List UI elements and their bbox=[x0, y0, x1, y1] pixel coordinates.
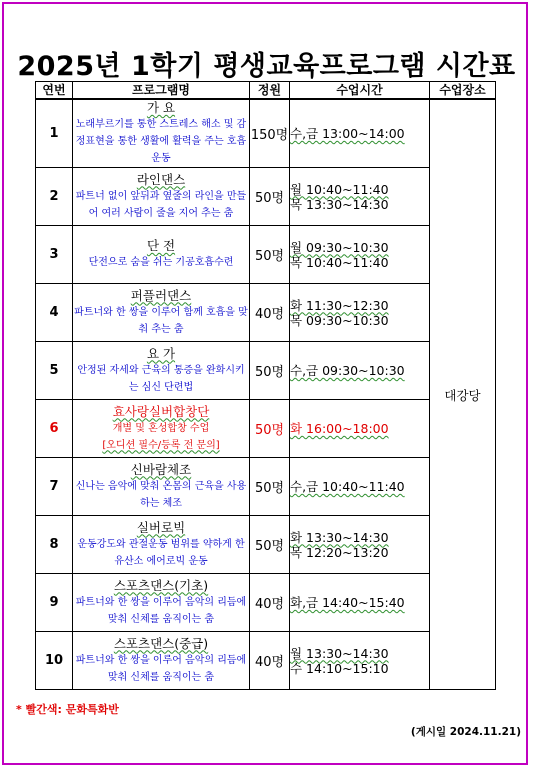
program-name: 가 요 bbox=[146, 100, 176, 115]
time-line-1: 월 13:30~14:30 bbox=[290, 645, 389, 661]
program-desc: 안정된 자세와 근육의 통증을 완화시키는 심신 단련법 bbox=[77, 364, 245, 393]
program-desc: 파트너 없이 앞뒤과 옆줄의 라인을 만들어 여러 사람이 줄을 지어 추는 춤 bbox=[75, 190, 247, 219]
program-desc: 개별 및 혼성합창 수업 bbox=[112, 422, 210, 434]
capacity-cell: 50명 bbox=[250, 168, 290, 226]
time-line-2: 목 10:40~11:40 bbox=[290, 254, 389, 270]
header-no: 연번 bbox=[36, 82, 73, 100]
row-number: 7 bbox=[36, 458, 73, 516]
table-row bbox=[36, 226, 496, 284]
row-number: 8 bbox=[36, 516, 73, 574]
time-cell bbox=[290, 284, 430, 342]
time-line-2: 목 09:30~10:30 bbox=[290, 312, 389, 328]
place-cell: 대강당 bbox=[430, 99, 496, 690]
program-desc: 운동강도와 관절운동 범위를 약하게 한 유산소 에어로빅 운동 bbox=[77, 538, 245, 567]
row-number: 3 bbox=[36, 226, 73, 284]
capacity-cell: 40명 bbox=[250, 632, 290, 690]
table-row bbox=[36, 342, 496, 400]
header-program: 프로그램명 bbox=[73, 82, 250, 100]
program-cell bbox=[73, 99, 250, 168]
table-row bbox=[36, 284, 496, 342]
program-desc: 단전으로 숨을 쉬는 기공호흡수련 bbox=[88, 257, 234, 268]
time-cell bbox=[290, 226, 430, 284]
row-number: 1 bbox=[36, 99, 73, 168]
table-row bbox=[36, 632, 496, 690]
time-cell bbox=[290, 342, 430, 400]
time-line-1: 수,금 10:40~11:40 bbox=[290, 479, 405, 494]
time-cell bbox=[290, 516, 430, 574]
program-cell bbox=[73, 632, 250, 690]
program-cell bbox=[73, 574, 250, 632]
time-cell bbox=[290, 99, 430, 168]
program-name: 스포츠댄스(중급) bbox=[113, 635, 209, 651]
time-line-1: 화 16:00~18:00 bbox=[290, 421, 389, 436]
table-row bbox=[36, 574, 496, 632]
table-row bbox=[36, 458, 496, 516]
time-line-1: 화,금 14:40~15:40 bbox=[290, 595, 405, 610]
capacity-cell: 150명 bbox=[250, 99, 290, 168]
row-number: 6 bbox=[36, 400, 73, 458]
time-line-2: 목 12:20~13:20 bbox=[290, 544, 389, 560]
page-title: 2025년 1학기 평생교육프로그램 시간표 bbox=[17, 51, 516, 82]
time-line-2: 목 13:30~14:30 bbox=[290, 196, 389, 212]
program-name: 라인댄스 bbox=[136, 171, 186, 187]
header-time: 수업시간 bbox=[290, 82, 430, 100]
program-cell bbox=[73, 168, 250, 226]
table-row bbox=[36, 400, 496, 458]
program-name: 단 전 bbox=[146, 238, 176, 253]
program-desc-note: [오디션 필수/등록 전 문의] bbox=[102, 439, 220, 451]
table-row bbox=[36, 516, 496, 574]
capacity-cell: 50명 bbox=[250, 226, 290, 284]
time-cell bbox=[290, 400, 430, 458]
capacity-cell: 40명 bbox=[250, 284, 290, 342]
program-cell bbox=[73, 226, 250, 284]
program-desc: 노래부르기를 통한 스트레스 해소 및 감정표현을 통한 생활에 활력을 주는 호흡운동 bbox=[75, 119, 247, 164]
schedule-body bbox=[36, 99, 496, 690]
row-number: 9 bbox=[36, 574, 73, 632]
legend-note: * 빨간색: 문화특화반 bbox=[16, 703, 119, 716]
program-name: 퍼플러댄스 bbox=[130, 287, 192, 303]
program-desc: 파트너와 한 쌍을 이루어 음악의 리듬에 맞춰 신체를 움직이는 춤 bbox=[75, 596, 247, 625]
program-name: 효사랑실버합창단 bbox=[112, 403, 210, 419]
capacity-cell: 50명 bbox=[250, 342, 290, 400]
time-line-1: 수,금 13:00~14:00 bbox=[290, 126, 405, 141]
capacity-cell: 40명 bbox=[250, 574, 290, 632]
program-name: 신바람체조 bbox=[130, 461, 192, 477]
time-line-2: 수 14:10~15:10 bbox=[290, 660, 389, 676]
program-cell bbox=[73, 458, 250, 516]
program-cell bbox=[73, 400, 250, 458]
program-name: 스포츠댄스(기초) bbox=[113, 577, 209, 593]
program-cell bbox=[73, 342, 250, 400]
program-desc: 신나는 음악에 맞춰 온몸의 근육을 사용하는 체조 bbox=[75, 480, 247, 509]
time-cell bbox=[290, 632, 430, 690]
time-cell bbox=[290, 168, 430, 226]
posted-date: (게시일 2024.11.21) bbox=[410, 726, 521, 738]
time-cell bbox=[290, 458, 430, 516]
time-line-1: 수,금 09:30~10:30 bbox=[290, 363, 405, 378]
program-cell bbox=[73, 284, 250, 342]
header-place: 수업장소 bbox=[430, 82, 496, 100]
row-number: 4 bbox=[36, 284, 73, 342]
row-number: 2 bbox=[36, 168, 73, 226]
row-number: 10 bbox=[36, 632, 73, 690]
capacity-cell: 50명 bbox=[250, 516, 290, 574]
program-name: 요 가 bbox=[146, 345, 176, 361]
program-desc: 파트너와 한 쌍을 이루어 함께 호흡을 맞춰 추는 춤 bbox=[74, 306, 248, 335]
time-line-1: 화 13:30~14:30 bbox=[290, 529, 389, 545]
program-cell bbox=[73, 516, 250, 574]
time-line-1: 화 11:30~12:30 bbox=[290, 297, 389, 313]
time-line-1: 월 10:40~11:40 bbox=[290, 181, 389, 197]
time-cell bbox=[290, 574, 430, 632]
capacity-cell: 50명 bbox=[250, 458, 290, 516]
table-row bbox=[36, 99, 496, 168]
table-row bbox=[36, 168, 496, 226]
time-line-1: 월 09:30~10:30 bbox=[290, 239, 389, 255]
row-number: 5 bbox=[36, 342, 73, 400]
program-name: 실버로빅 bbox=[136, 519, 186, 535]
schedule-table bbox=[35, 81, 496, 690]
header-row bbox=[36, 82, 496, 100]
header-capacity: 정원 bbox=[250, 82, 290, 100]
capacity-cell: 50명 bbox=[250, 400, 290, 458]
program-desc: 파트너와 한 쌍을 이루어 음악의 리듬에 맞춰 신체를 움직이는 춤 bbox=[75, 654, 247, 683]
